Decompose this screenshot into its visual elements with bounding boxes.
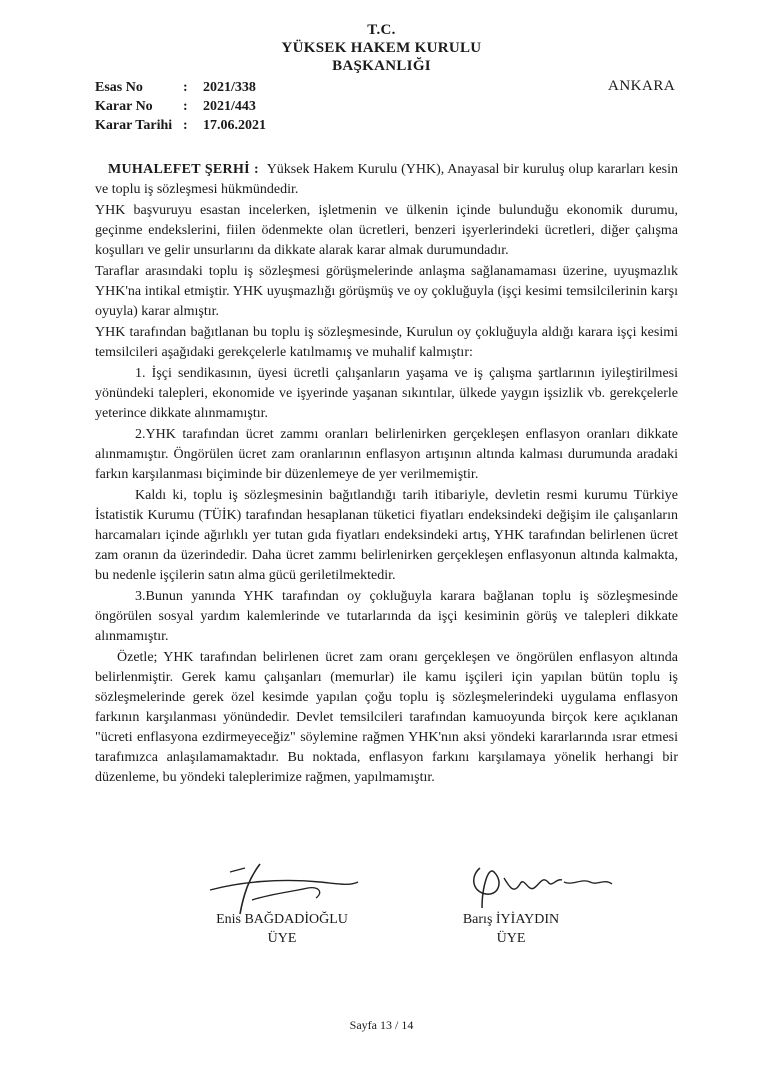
case-metadata [95, 80, 266, 137]
meta-label: Esas No [95, 80, 143, 95]
meta-label: Karar Tarihi [95, 118, 173, 133]
meta-colon: : [183, 80, 188, 95]
summary-paragraph: Özetle; YHK tarafından belirlenen ücret zam oranı gerçekleşen ve öngörülen enflasyon altında belirlenmiştir. Gerek kamu çalışanları (memurlar) ile kamu işçileri için yapılan bütün toplu iş sözleşmelerinde gerek özel kesimde yapılan çoğu toplu iş sözleşmelerindeki uygulama enflasyon farkının karşılanması yönündedir. Devlet temsilcileri tarafından kamuoyunda birçok kere açıklanan "ücreti enflasyona ezdirmeyeceğiz" söylemine rağmen YHK'nın aksi yöndeki kararlarında ısrar etmesi tarafımızca anlaşılamamaktadır. Bu noktada, enflasyon farkını karşılamaya yönelik herhangi bir düzenleme, bu yöndeki taleplerimize rağmen, yapılmamıştır. [95, 650, 678, 785]
meta-colon: : [183, 99, 188, 114]
signatory-role: ÜYE [267, 931, 297, 946]
opening-paragraph [95, 160, 678, 200]
paragraph: YHK tarafından bağıtlanan bu toplu iş sözleşmesinde, Kurulun oy çokluğuyla aldığı karara işçi kesimi temsilcileri aşağıdaki gerekçelerle katılmamış ve muhalif kalmıştır: [95, 325, 678, 360]
header-country: T.C. [367, 22, 396, 38]
reason-1: 1. İşçi sendikasının, üyesi ücretli çalışanların yaşama ve iş çalışma şartlarının iyileştirilmesi yönündeki talepleri, ekonomide ve işyerinde yaşanan sıkıntılar, ülkede yaygın işsizlik vb. gerekçelerle yeterince dikkate alınmamıştır. [95, 366, 678, 421]
header-department: BAŞKANLIĞI [332, 58, 431, 74]
paragraph: YHK başvuruyu esastan incelerken, işletmenin ve ülkenin içinde bulunduğu ekonomik durumu, geçinme endekslerini, fiilen ödenmekte olan ücretleri, benzeri işyerlerindeki ücretleri, diğer çalışma koşulları ve gelir unsurlarını da dikkate alarak karar almak durumundadır. [95, 203, 678, 258]
signatory-name: Barış İYİAYDIN [462, 912, 560, 927]
dissent-title: MUHALEFET ŞERHİ : [108, 162, 259, 177]
paragraph: Taraflar arasındaki toplu iş sözleşmesi görüşmelerinde anlaşma sağlanamaması üzerine, uyuşmazlık YHK'na intikal etmiştir. YHK uyuşmazlığı görüşmüş ve oy çokluğuyla (işçi kesimi temsilcilerinin karşı oyuyla) karar almıştır. [95, 264, 678, 319]
reason-3: 3.Bunun yanında YHK tarafından oy çokluğuyla karara bağlanan toplu iş sözleşmesinde öngörülen sosyal yardım kalemlerinde ve tutarlarında da işçi kesiminin görüş ve talepleri dikkate alınmamıştır. [95, 589, 678, 644]
signature-block-1 [212, 910, 352, 948]
meta-value: 2021/338 [203, 80, 256, 95]
page-number: Sayfa 13 / 14 [349, 1018, 414, 1032]
meta-value: 2021/443 [203, 99, 256, 114]
header-city: ANKARA [608, 78, 676, 94]
dissent-body [95, 160, 678, 789]
signatory-role: ÜYE [496, 931, 526, 946]
meta-colon: : [183, 118, 188, 133]
signatory-name: Enis BAĞDADİOĞLU [216, 912, 348, 927]
opening-text: Yüksek Hakem Kurulu (YHK), Anayasal bir kuruluş olup kararları kesin ve toplu iş sözleşmesi hükmündedir. [95, 162, 678, 197]
paragraph: Kaldı ki, toplu iş sözleşmesinin bağıtlandığı tarih itibariyle, devletin resmi kurumu Türkiye İstatistik Kurumu (TÜİK) tarafından hesaplanan tüketici fiyatları endeksindeki değişim ile çalışanların harcamaları içinde ağırlıklı yer tutan gıda fiyatları endeksindeki artış, YHK tarafından belirlenen ücret zam oranın da üzerindedir. Daha ücret zammı belirlenirken gerçekleşen enflasyonun altında kalmakta, bu nedenle işçilerin satın alma gücü geriletilmektedir. [95, 488, 678, 583]
signature-block-2 [446, 910, 576, 948]
signature-2-image [452, 848, 622, 918]
header-institution: YÜKSEK HAKEM KURULU [281, 40, 482, 56]
meta-row-esas [95, 80, 266, 99]
meta-value: 17.06.2021 [203, 118, 266, 133]
meta-label: Karar No [95, 99, 153, 114]
meta-row-karar [95, 99, 266, 118]
reason-2: 2.YHK tarafından ücret zammı oranları belirlenirken gerçekleşen enflasyon oranları dikkate alınmamıştır. Öngörülen ücret zam oranlarının enflasyon artışının altında kalması durumunda aradaki farkın karşılanması biçiminde bir düzenlemeye de yer verilmemiştir. [95, 427, 678, 482]
meta-row-karar-tarihi [95, 118, 266, 137]
